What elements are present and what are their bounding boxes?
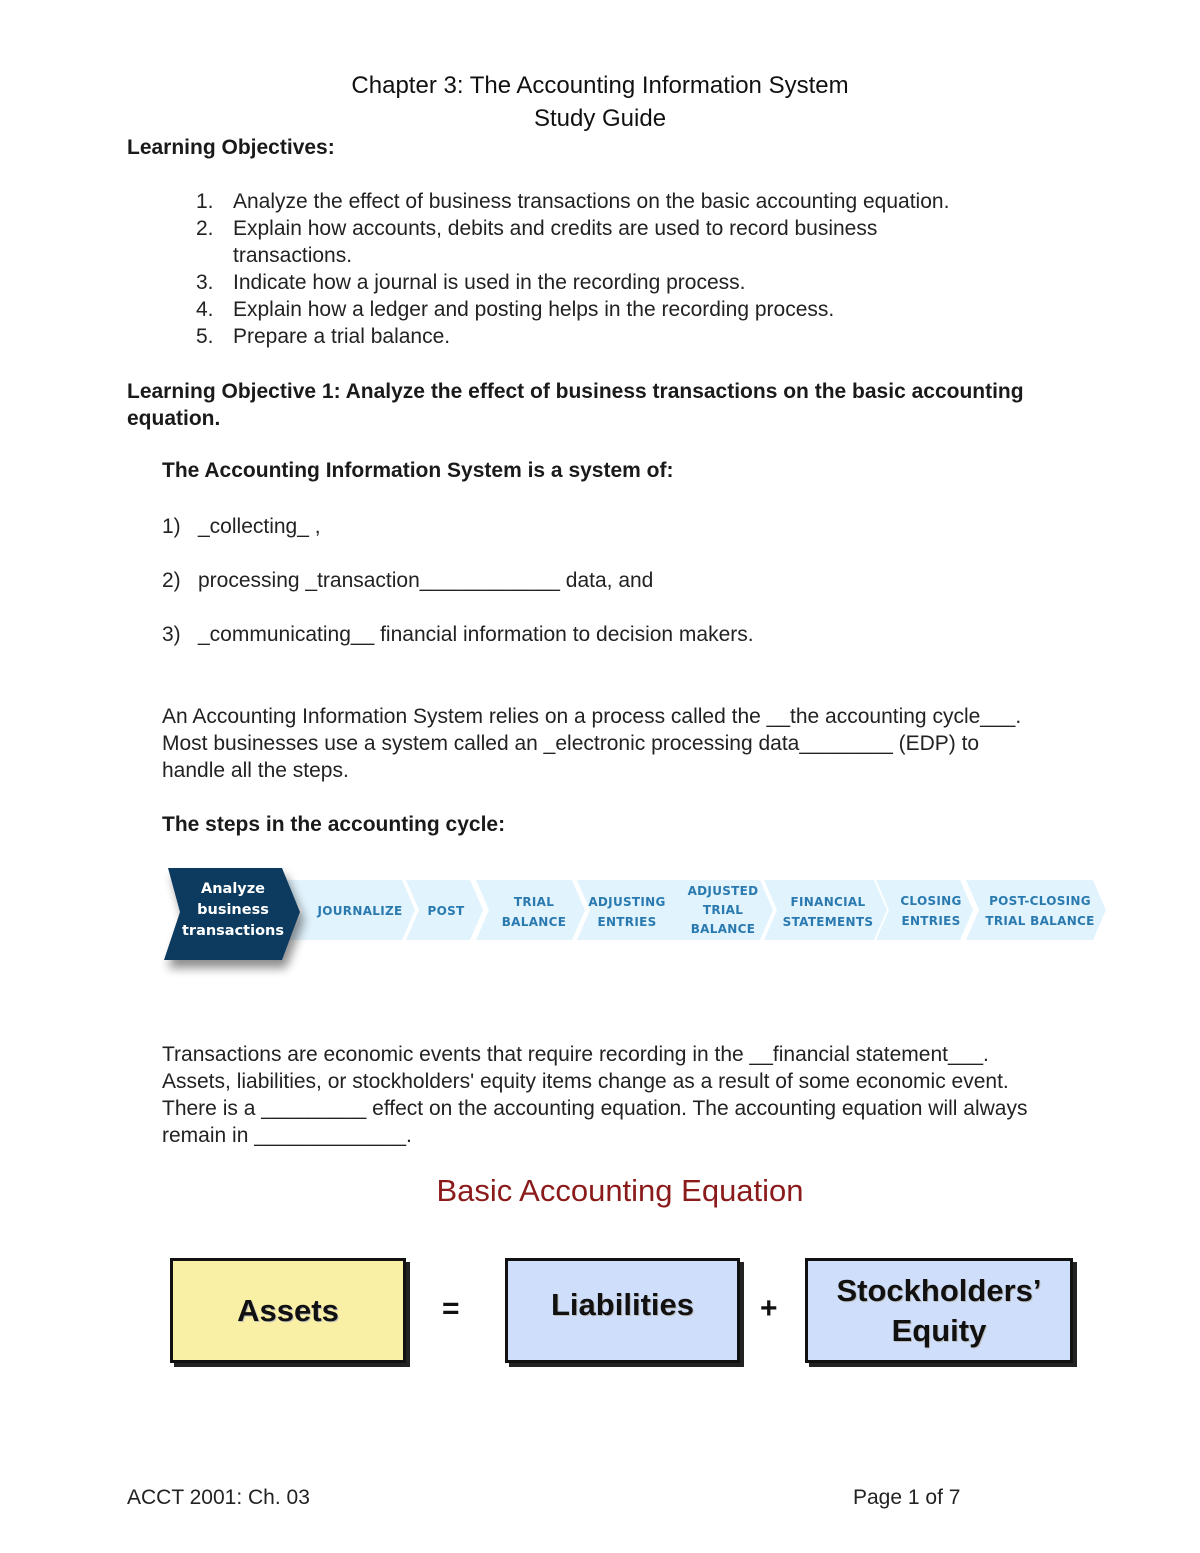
objective-item: 1. Analyze the effect of business transactions on the basic accounting equation. — [196, 190, 950, 213]
objective-item: 5. Prepare a trial balance. — [196, 325, 451, 348]
assets-box: Assets — [170, 1258, 406, 1363]
cycle-step-post-closing-trial-balance: POST-CLOSING TRIAL BALANCE — [985, 894, 1095, 928]
footer-course: ACCT 2001: Ch. 03 — [127, 1486, 310, 1509]
equation-title: Basic Accounting Equation — [436, 1173, 804, 1208]
cycle-step-closing-entries: CLOSING ENTRIES — [900, 894, 962, 928]
system-item: 2) processing _transaction____________ data, and — [162, 569, 654, 592]
cycle-step-adjusting-entries: ADJUSTING ENTRIES — [588, 895, 666, 929]
liabilities-box: Liabilities — [505, 1258, 740, 1363]
objective-item: 4. Explain how a ledger and posting helps in the recording process. — [196, 298, 835, 321]
cycle-step-analyze: Analyze business transactions — [181, 881, 285, 939]
ais-heading: The Accounting Information System is a system of: — [162, 459, 674, 482]
plus-sign: + — [760, 1292, 778, 1325]
section-heading-objective-1: Learning Objective 1: Analyze the effect of business transactions on the basic accounting equation. — [127, 380, 1024, 430]
objective-item: 2. Explain how accounts, debits and credits are used to record business transactions. — [196, 217, 878, 267]
equals-sign: = — [442, 1292, 460, 1325]
cycle-step-trial-balance: TRIAL BALANCE — [501, 895, 567, 929]
cycle-step-adjusted-trial-balance: ADJUSTED TRIAL BALANCE — [687, 884, 759, 936]
learning-objectives-heading: Learning Objectives: — [127, 136, 335, 159]
cycle-step-post: POST — [427, 904, 465, 918]
accounting-cycle-diagram — [160, 860, 1120, 990]
document-title: Chapter 3: The Accounting Information System — [351, 72, 849, 99]
document-subtitle: Study Guide — [533, 105, 667, 132]
ais-paragraph: An Accounting Information System relies on a process called the __the accounting cycle___. Most businesses use a system called an _electronic processing data________ (EDP) to handle all the steps. — [162, 705, 1022, 782]
cycle-step-journalize: JOURNALIZE — [317, 904, 403, 918]
stockholders-equity-box: Stockholders’ Equity — [805, 1258, 1073, 1363]
learning-objectives-list — [196, 188, 1076, 350]
cycle-step-financial-statements: FINANCIAL STATEMENTS — [782, 895, 874, 929]
footer-page-number: Page 1 of 7 — [853, 1486, 961, 1509]
transactions-paragraph: Transactions are economic events that require recording in the __financial statement___. Assets, liabilities, or stockholders' equity items change as a result of some economic event. There is a _________ effect on the accounting equation. The accounting equation will always remain in _____________. — [162, 1043, 1028, 1147]
system-item: 3) _communicating__ financial information to decision makers. — [162, 623, 754, 646]
objective-item: 3. Indicate how a journal is used in the recording process. — [196, 271, 746, 294]
system-item: 1) _collecting_ , — [162, 515, 321, 538]
steps-heading: The steps in the accounting cycle: — [162, 813, 506, 836]
